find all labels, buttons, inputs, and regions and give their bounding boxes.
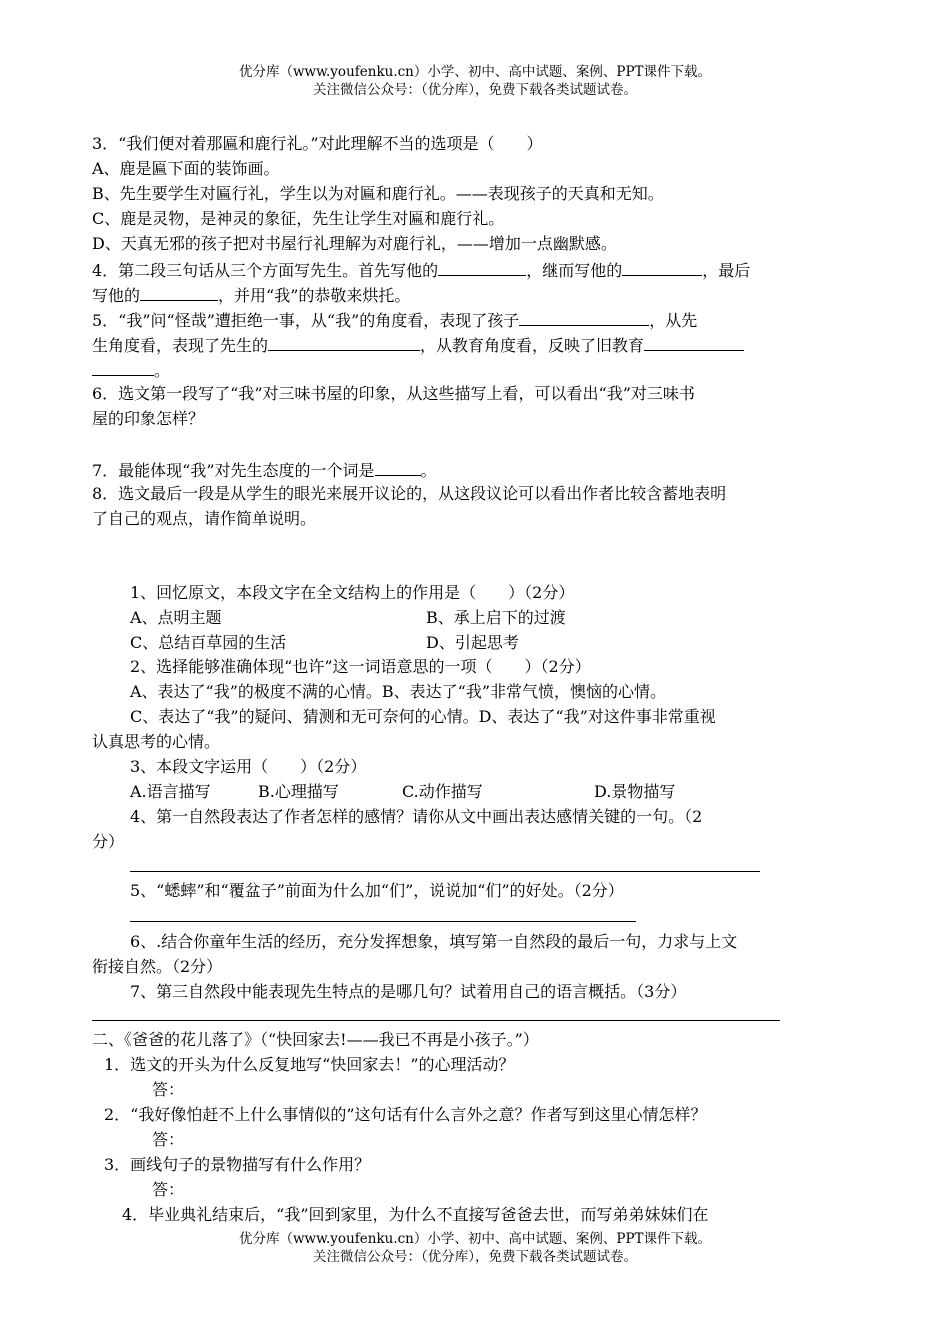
p2-q1-options-ab [130, 607, 222, 629]
q4-blank-2[interactable] [622, 258, 702, 276]
question-3-option-b: B、先生要学生对匾行礼，学生以为对匾和鹿行礼。——表现孩子的天真和无知。 [92, 184, 664, 203]
p2-question-6-line-1: 6、.结合你童年生活的经历，充分发挥想象，填写第一自然段的最后一句，力求与上文 [130, 932, 738, 951]
p2-q5-answer-line[interactable] [130, 921, 636, 922]
q5-blank-2[interactable] [268, 333, 420, 351]
question-5-line-1 [92, 308, 697, 332]
question-8-line-1: 8．选文最后一段是从学生的眼光来展开议论的，从这段议论可以看出作者比较含蓄地表明 [92, 484, 727, 503]
question-3-option-a: A、鹿是匾下面的装饰画。 [92, 159, 280, 178]
p2-q2-options-ab: A、表达了“我”的极度不满的心情。B、表达了“我”非常气愤，懊恼的心情。 [130, 682, 667, 701]
p3-question-3: 3．画线句子的景物描写有什么作用？ [104, 1155, 371, 1174]
header-line-1: 优分库（www.youfenku.cn）小学、初中、高中试题、案例、PPT课件下载。 [238, 64, 712, 80]
q4-text-b: ，继而写他的 [526, 261, 623, 280]
section-2-title: 二、《爸爸的花儿落了》（“快回家去!——我已不再是小孩子。”） [92, 1030, 539, 1049]
p2-q4-answer-line[interactable] [130, 871, 760, 872]
p2-q3-option-a: A.语言描写 [130, 782, 211, 801]
p2-question-4-line-2: 分） [92, 832, 125, 851]
p3-q3-answer-label: 答： [152, 1180, 185, 1199]
footer-line-1: 优分库（www.youfenku.cn）小学、初中、高中试题、案例、PPT课件下载。 [238, 1231, 712, 1247]
q5-text-d: ，从教育角度看，反映了旧教育 [420, 336, 645, 355]
q5-blank-3[interactable] [644, 333, 744, 351]
q4-text-a: 4．第二段三句话从三个方面写先生。首先写他的 [92, 261, 439, 280]
q5-text-e: 。 [154, 361, 171, 380]
p2-q1-option-c: C、总结百草园的生活 [130, 633, 287, 652]
p2-question-3: 3、本段文字运用（ ）（2分） [130, 757, 367, 776]
q5-text-c: 生角度看，表现了先生的 [92, 336, 269, 355]
p2-q3-option-d: D.景物描写 [594, 782, 676, 801]
p3-question-2: 2．“我好像怕赶不上什么事情似的”这句话有什么言外之意？作者写到这里心情怎样？ [104, 1105, 707, 1124]
p3-q2-answer-label: 答： [152, 1130, 185, 1149]
p2-q2-options-cd-line-1: C、表达了“我”的疑问、猜测和无可奈何的心情。D、表达了“我”对这件事非常重视 [130, 707, 716, 726]
question-3: 3．“我们便对着那匾和鹿行礼。”对此理解不当的选项是（ ） [92, 134, 543, 153]
q5-text-b: ，从先 [649, 311, 698, 330]
p2-q2-options-cd-line-2: 认真思考的心情。 [92, 732, 221, 751]
question-7 [92, 458, 437, 482]
p2-q7-answer-line[interactable] [92, 1020, 780, 1021]
question-3-option-c: C、鹿是灵物，是神灵的象征，先生让学生对匾和鹿行礼。 [92, 209, 505, 228]
p2-question-1: 1、回忆原文，本段文字在全文结构上的作用是（ ）（2分） [130, 583, 575, 602]
p2-question-5: 5、“蟋蟀”和“覆盆子”前面为什么加“们”，说说加“们”的好处。（2分） [130, 881, 624, 900]
q7-text-a: 7．最能体现“我”对先生态度的一个词是 [92, 461, 375, 480]
p2-q1-option-b: B、承上启下的过渡 [426, 608, 566, 627]
p2-q3-option-b: B.心理描写 [258, 782, 339, 801]
question-5-line-3 [92, 358, 170, 382]
question-3-option-d: D、天真无邪的孩子把对书屋行礼理解为对鹿行礼，——增加一点幽默感。 [92, 234, 617, 253]
p3-question-4: 4．毕业典礼结束后，“我”回到家里，为什么不直接写爸爸去世，而写弟弟妹妹们在 [122, 1205, 709, 1224]
question-4-line-2 [92, 283, 410, 307]
footer-line-2: 关注微信公众号：（优分库），免费下载各类试题试卷。 [313, 1249, 637, 1265]
p3-question-1: 1．选文的开头为什么反复地写“快回家去！”的心理活动？ [104, 1055, 515, 1074]
question-8-line-2: 了自己的观点，请作简单说明。 [92, 509, 317, 528]
p2-question-2: 2、选择能够准确体现“也许”这一词语意思的一项（ ）（2分） [130, 657, 591, 676]
q4-text-c: ，最后 [702, 261, 751, 280]
question-6-line-2: 屋的印象怎样？ [92, 409, 205, 428]
q4-text-e: ，并用“我”的恭敬来烘托。 [218, 286, 411, 305]
question-4-line-1 [92, 258, 750, 282]
p2-q1-option-d: D、引起思考 [426, 633, 519, 652]
q7-blank[interactable] [375, 458, 421, 476]
q5-blank-3-cont[interactable] [92, 358, 154, 376]
p3-q1-answer-label: 答： [152, 1080, 185, 1099]
header-line-2: 关注微信公众号：（优分库），免费下载各类试题试卷。 [313, 82, 637, 98]
p2-q3-option-c: C.动作描写 [402, 782, 483, 801]
q4-text-d: 写他的 [92, 286, 141, 305]
q7-text-b: 。 [420, 461, 437, 480]
question-6-line-1: 6．选文第一段写了“我”对三味书屋的印象，从这些描写上看，可以看出“我”对三味书 [92, 384, 695, 403]
p2-question-6-line-2: 衔接自然。（2分） [92, 957, 223, 976]
q4-blank-3[interactable] [140, 283, 218, 301]
question-5-line-2 [92, 333, 744, 357]
q4-blank-1[interactable] [438, 258, 526, 276]
q5-blank-1[interactable] [519, 308, 649, 326]
p2-question-7: 7、第三自然段中能表现先生特点的是哪几句？试着用自己的语言概括。（3分） [130, 982, 687, 1001]
q5-text-a: 5．“我”问“怪哉”遭拒绝一事，从“我”的角度看，表现了孩子 [92, 311, 520, 330]
p2-question-4-line-1: 4、第一自然段表达了作者怎样的感情？请你从文中画出表达感情关键的一句。（2 [130, 807, 703, 826]
p2-q1-option-a: A、点明主题 [130, 608, 222, 627]
